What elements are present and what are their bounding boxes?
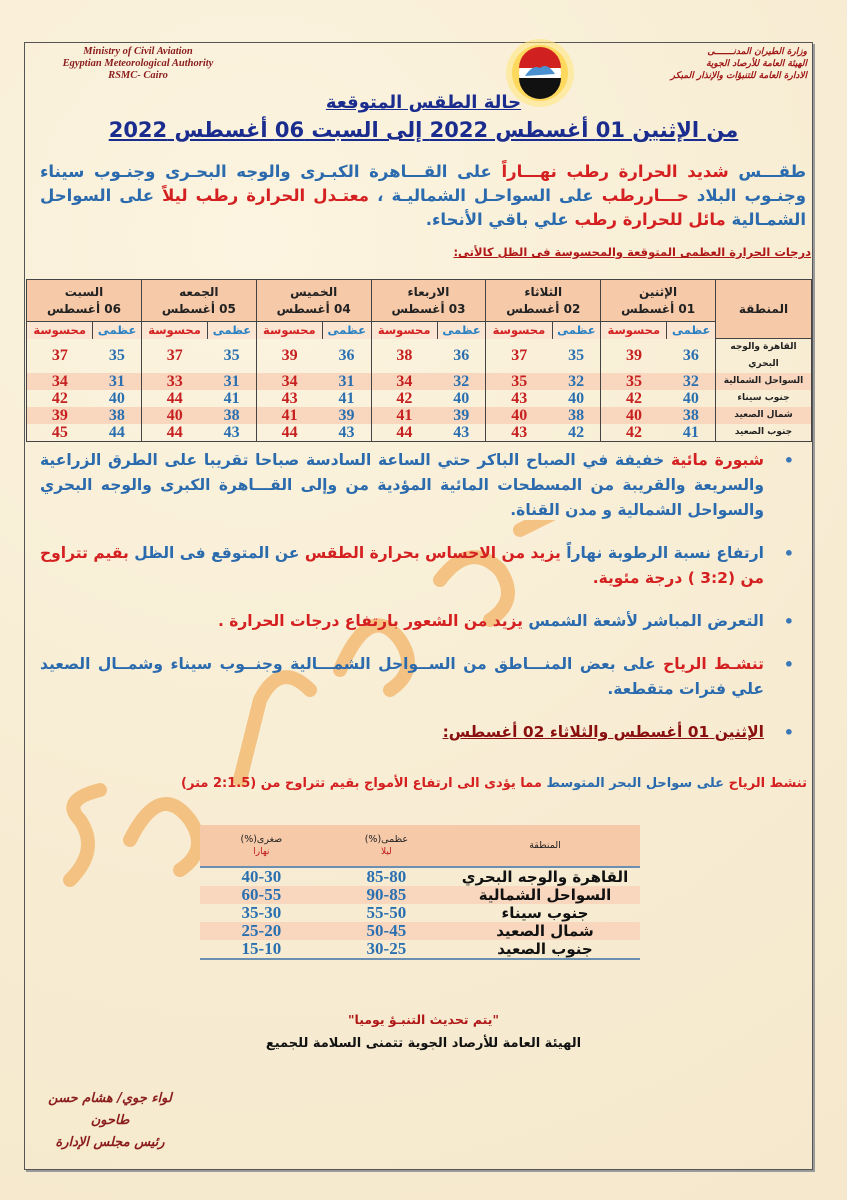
max-temp-cell: 39 <box>437 407 486 424</box>
max-temp-cell: 32 <box>667 373 716 390</box>
intro-segment: طقـــس <box>728 162 807 181</box>
max-temp-cell: 43 <box>437 424 486 442</box>
header-english <box>38 46 238 82</box>
intro-segment: مائل للحرارة رطب <box>574 210 726 229</box>
felt-temp-cell: 43 <box>486 424 552 442</box>
temperature-caption: درجات الحرارة العظمى المتوقعة والمحسوسة فى الظل كالأتى: <box>453 245 811 259</box>
felt-temp-cell: 39 <box>256 339 322 374</box>
day-header: الخميس 04 أغسطس <box>256 280 371 322</box>
header-arabic-line: الهيئة العامة للأرصاد الجوية <box>706 59 807 69</box>
felt-temp-cell: 41 <box>371 407 437 424</box>
felt-temp-cell: 40 <box>141 407 207 424</box>
table-row <box>27 424 812 442</box>
max-temp-cell: 32 <box>552 373 601 390</box>
humidity-min-cell: 40-30 <box>241 867 282 886</box>
bullet-winds: • تنشـط الرياح على بعض المنـــاطق من الســواحل الشمـــالية وجنــوب سيناء وشمــال الصعيد علي فترات متقطعة. <box>40 652 806 702</box>
felt-temp-cell: 35 <box>601 373 667 390</box>
table-row <box>27 339 812 374</box>
max-temp-cell: 39 <box>322 407 371 424</box>
intro-segment: على السواحل الشمـالية <box>40 186 806 229</box>
felt-temp-cell: 40 <box>601 407 667 424</box>
humidity-min-header: صغرى(%) نهارا <box>200 825 323 867</box>
max-temp-cell: 38 <box>93 407 142 424</box>
humidity-max-header: عظمى(%) ليلا <box>323 825 450 867</box>
intro-segment: على القـــاهرة الكبـرى والوجه البحـرى وجنـوب سيناء وجنـوب البلاد <box>40 162 806 205</box>
max-label: عظمى <box>552 322 601 339</box>
signature-name: لواء جوي/ هشام حسن طاحون <box>48 1091 172 1128</box>
region-cell: السواحل الشمالية <box>716 373 812 390</box>
max-temp-cell: 36 <box>338 347 355 365</box>
felt-temp-cell: 37 <box>141 339 207 374</box>
bullet-sun-exposure: • التعرض المباشر لأشعة الشمس يزيد من الشعور بارتفاع درجات الحرارة . <box>40 609 806 634</box>
table-row <box>27 407 812 424</box>
felt-temp-cell: 40 <box>486 407 552 424</box>
felt-label: محسوسة <box>486 322 552 339</box>
max-temp-cell: 38 <box>667 407 716 424</box>
max-temp-cell: 35 <box>223 347 240 365</box>
signature-title: رئيس مجلس الإدارة <box>55 1135 165 1150</box>
felt-temp-cell: 42 <box>371 390 437 407</box>
region-cell: جنوب سيناء <box>716 390 812 407</box>
felt-temp-cell: 44 <box>141 390 207 407</box>
max-temp-cell: 35 <box>108 347 125 365</box>
max-label: عظمى <box>437 322 486 339</box>
table-row <box>27 390 812 407</box>
signature <box>40 1088 180 1154</box>
header-english-line: Egyptian Meteorological Authority <box>62 58 214 69</box>
day-header: الإثنين 01 أغسطس <box>601 280 716 322</box>
max-temp-cell: 32 <box>437 373 486 390</box>
felt-temp-cell: 37 <box>27 339 93 374</box>
header-arabic <box>607 46 807 82</box>
day-header: الجمعه 05 أغسطس <box>141 280 256 322</box>
max-temp-cell: 31 <box>93 373 142 390</box>
max-temp-cell: 38 <box>208 407 257 424</box>
felt-temp-cell: 41 <box>256 407 322 424</box>
intro-segment: على السواحـل الشماليـة ، <box>369 186 602 205</box>
table-row <box>200 940 640 959</box>
intro-paragraph <box>40 160 806 232</box>
felt-label: محسوسة <box>27 322 93 339</box>
max-temp-cell: 44 <box>93 424 142 442</box>
day-header: الثلاثاء 02 أغسطس <box>486 280 601 322</box>
table-row <box>200 922 640 940</box>
header-english-line: Ministry of Civil Aviation <box>83 46 193 57</box>
humidity-region-cell: جنوب الصعيد <box>450 940 640 959</box>
max-temp-cell: 42 <box>552 424 601 442</box>
intro-segment: شديد الحرارة رطب نهـــاراً <box>501 162 729 181</box>
max-label: عظمى <box>322 322 371 339</box>
felt-temp-cell: 33 <box>141 373 207 390</box>
header-arabic-line: وزارة الطيران المدنـــــــى <box>707 47 807 57</box>
day-header: السبت 06 أغسطس <box>27 280 142 322</box>
humidity-max-cell: 90-85 <box>323 886 450 904</box>
felt-temp-cell: 37 <box>486 339 552 374</box>
max-temp-cell: 40 <box>108 390 125 407</box>
region-cell: جنوب الصعيد <box>716 424 812 442</box>
humidity-region-header: المنطقة <box>450 825 640 867</box>
felt-label: محسوسة <box>371 322 437 339</box>
max-temp-cell: 40 <box>568 390 585 407</box>
humidity-min-cell: 15-10 <box>200 940 323 959</box>
felt-temp-cell: 42 <box>601 390 667 407</box>
felt-label: محسوسة <box>601 322 667 339</box>
humidity-min-cell: 60-55 <box>200 886 323 904</box>
region-cell: شمال الصعيد <box>716 407 812 424</box>
page-title: حالة الطقس المتوقعة <box>325 92 522 113</box>
max-temp-cell: 43 <box>322 424 371 442</box>
max-label: عظمى <box>208 322 257 339</box>
felt-temp-cell: 44 <box>141 424 207 442</box>
table-row <box>200 867 640 886</box>
felt-temp-cell: 34 <box>27 373 93 390</box>
humidity-region-cell: القاهرة والوجه البحري <box>461 868 629 886</box>
humidity-region-cell: جنوب سيناء <box>501 904 589 922</box>
felt-label: محسوسة <box>256 322 322 339</box>
humidity-region-cell: شمال الصعيد <box>450 922 640 940</box>
felt-temp-cell: 44 <box>371 424 437 442</box>
max-temp-cell: 40 <box>453 390 470 407</box>
felt-temp-cell: 34 <box>256 373 322 390</box>
intro-segment: حـــاررطب <box>601 186 689 205</box>
max-temp-cell: 40 <box>682 390 699 407</box>
max-temp-cell: 41 <box>338 390 355 407</box>
felt-temp-cell: 35 <box>486 373 552 390</box>
humidity-max-cell: 30-25 <box>323 940 450 959</box>
felt-temp-cell: 42 <box>601 424 667 442</box>
max-temp-cell: 31 <box>322 373 371 390</box>
felt-temp-cell: 42 <box>27 390 93 407</box>
felt-label: محسوسة <box>141 322 207 339</box>
wave-note: تنشط الرياح على سواحل البحر المتوسط مما يؤدى الى ارتفاع الأمواج بقيم تتراوح من (2:1.5 متر) <box>181 776 807 791</box>
felt-temp-cell: 39 <box>27 407 93 424</box>
region-column-header: المنطقة <box>716 280 812 339</box>
max-temp-cell: 36 <box>453 347 470 365</box>
max-temp-cell: 41 <box>223 390 240 407</box>
table-row <box>200 904 640 922</box>
intro-segment: معتـدل الحرارة رطب ليلاً <box>162 186 370 205</box>
felt-temp-cell: 43 <box>486 390 552 407</box>
table-row <box>27 373 812 390</box>
temperature-table <box>26 279 812 442</box>
felt-temp-cell: 43 <box>256 390 322 407</box>
humidity-region-cell: السواحل الشمالية <box>450 886 640 904</box>
header-english-line: RSMC- Cairo <box>108 70 168 81</box>
bullet-date-heading: • الإثنين 01 أغسطس والثلاثاء 02 أغسطس: <box>40 720 806 745</box>
safety-wish: الهيئة العامة للأرصاد الجوية تتمنى السلامة للجميع <box>265 1036 582 1051</box>
max-temp-cell: 41 <box>667 424 716 442</box>
max-temp-cell: 35 <box>568 347 585 365</box>
header-arabic-line: الادارة العامة للتنبؤات والإنذار المبكر <box>670 71 807 81</box>
region-cell: القاهرة والوجه البحري <box>716 339 812 374</box>
bullet-fog: • شبورة مائية خفيفة في الصباح الباكر حتي الساعة السادسة صباحا تقريبا على الطرق الزراعية والسريعة والقريبة من المسطحات المائية المؤدية من وإلى القـــاهرة الكبرى والوجه البحري والسواحل الشمالية و مدن القناة. <box>40 448 806 523</box>
intro-segment: علي باقي الأنحاء. <box>425 210 575 229</box>
forecast-period: من الإثنين 01 أغسطس 2022 إلى السبت 06 أغسطس 2022 <box>108 118 739 142</box>
felt-temp-cell: 38 <box>371 339 437 374</box>
humidity-min-cell: 35-30 <box>241 903 282 922</box>
humidity-min-cell: 25-20 <box>200 922 323 940</box>
max-temp-cell: 43 <box>208 424 257 442</box>
max-temp-cell: 38 <box>552 407 601 424</box>
bullet-humidity: • ارتفاع نسبة الرطوبة نهاراً يزيد من الاحساس بحرارة الطقس عن المتوقع فى الظل بقيم تتراوح من (3:2 ) درجة مئوية. <box>40 541 806 591</box>
humidity-max-cell: 50-45 <box>323 922 450 940</box>
felt-temp-cell: 45 <box>27 424 93 442</box>
humidity-table <box>200 825 640 960</box>
max-label: عظمى <box>667 322 716 339</box>
max-label: عظمى <box>93 322 142 339</box>
felt-temp-cell: 34 <box>371 373 437 390</box>
felt-temp-cell: 44 <box>256 424 322 442</box>
day-header: الاربعاء 03 أغسطس <box>371 280 486 322</box>
humidity-max-cell: 85-80 <box>366 867 407 886</box>
max-temp-cell: 31 <box>208 373 257 390</box>
felt-temp-cell: 39 <box>601 339 667 374</box>
max-temp-cell: 36 <box>682 347 699 365</box>
forecast-bullets <box>40 448 806 763</box>
humidity-max-cell: 55-50 <box>366 903 407 922</box>
table-row <box>200 886 640 904</box>
update-note: "يتم تحديث التنبـؤ يوميا" <box>348 1012 499 1027</box>
